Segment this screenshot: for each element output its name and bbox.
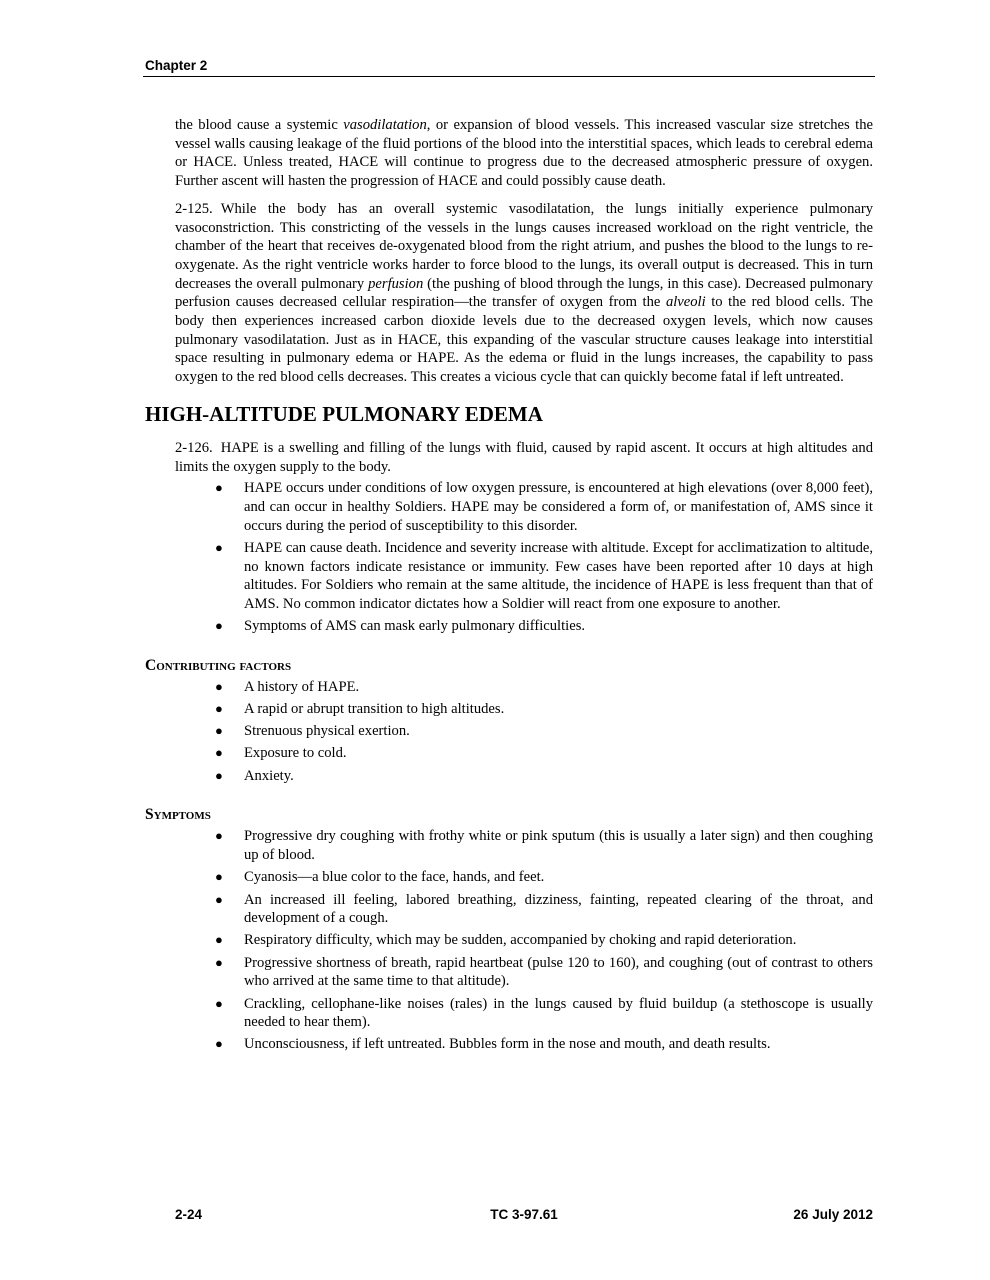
list-item-text: A history of HAPE.	[244, 678, 360, 695]
bullet-icon: ●	[215, 995, 223, 1011]
list-item	[175, 744, 873, 763]
list-item	[175, 868, 873, 887]
paragraph-2-125	[175, 200, 873, 387]
bullet-icon: ●	[215, 891, 223, 907]
list-item	[175, 617, 873, 636]
chapter-header: Chapter 2	[145, 58, 208, 73]
bullet-icon: ●	[215, 954, 223, 970]
paragraph-text: While the body has an overall systemic vasodilatation, the lungs initially experience pulmonary vasoconstriction. This constricting of the vessels in the lungs causes increased workload on the right ventricle, the chamber of the heart that receives de-oxygenated blood from the right atrium, and pushes the blood to the lungs to re-oxygenate. As the right ventricle works harder to force blood to the lungs, its overall output is decreased. This in turn decreases the overall pulmonary	[175, 200, 873, 292]
list-item-text: HAPE occurs under conditions of low oxygen pressure, is encountered at high elevations (over 8,000 feet), and can occur in healthy Soldiers. HAPE may be considered a form of, or manifestation of, AMS since it occurs during the period of susceptibility to this disorder.	[244, 480, 873, 534]
list-item	[175, 954, 873, 991]
hape-bullet-list	[175, 479, 873, 636]
bullet-icon: ●	[215, 767, 223, 783]
page-body	[145, 116, 873, 1058]
bullet-icon: ●	[215, 539, 223, 555]
list-item	[175, 678, 873, 697]
list-item	[175, 722, 873, 741]
bullet-icon: ●	[215, 828, 223, 844]
list-item-text: Symptoms of AMS can mask early pulmonary difficulties.	[244, 618, 586, 635]
list-item	[175, 479, 873, 535]
bullet-icon: ●	[215, 745, 223, 761]
list-item-text: Progressive dry coughing with frothy white or pink sputum (this is usually a later sign) and then coughing up of blood.	[244, 828, 873, 864]
bullet-icon: ●	[215, 701, 223, 717]
symptoms-heading: Symptoms	[145, 806, 211, 824]
term-vasodilatation: vasodilatation	[343, 117, 427, 133]
list-item-text: Progressive shortness of breath, rapid heartbeat (pulse 120 to 160), and coughing (out of contrast to others who arrived at the same time to that altitude).	[244, 954, 873, 990]
bullet-icon: ●	[215, 1036, 223, 1052]
list-item	[175, 700, 873, 719]
paragraph-text: , or expansion of blood vessels. This increased vascular size stretches the vessel walls causing leakage of the fluid portions of the blood into the interstitial spaces, which leads to cerebral edema or HACE. Unless treated, HACE will continue to progress due to the decreased atmospheric pressure of oxygen. Further ascent will hasten the progression of HACE and could possibly cause death.	[175, 117, 873, 190]
list-item	[175, 1035, 873, 1054]
list-item-text: Crackling, cellophane-like noises (rales) in the lungs caused by fluid buildup (a stethoscope is usually needed to hear them).	[244, 995, 873, 1031]
list-item-text: Cyanosis—a blue color to the face, hands, and feet.	[244, 869, 545, 886]
list-item-text: Respiratory difficulty, which may be sudden, accompanied by choking and rapid deterioration.	[244, 932, 797, 949]
symptoms-list	[175, 827, 873, 1054]
list-item	[175, 539, 873, 614]
bullet-icon: ●	[215, 480, 223, 496]
bullet-icon: ●	[215, 932, 223, 948]
footer-document-id: TC 3-97.61	[490, 1207, 558, 1222]
bullet-icon: ●	[215, 618, 223, 634]
footer-date: 26 July 2012	[793, 1207, 873, 1222]
bullet-icon: ●	[215, 678, 223, 694]
list-item-text: An increased ill feeling, labored breathing, dizziness, fainting, repeated clearing of the throat, and development of a cough.	[244, 891, 873, 927]
bullet-icon: ●	[215, 723, 223, 739]
list-item-text: Exposure to cold.	[244, 745, 347, 762]
paragraph-text: the blood cause a systemic	[175, 117, 344, 133]
list-item	[175, 767, 873, 786]
list-item-text: Strenuous physical exertion.	[244, 723, 410, 740]
list-item	[175, 995, 873, 1032]
list-item	[175, 891, 873, 928]
paragraph-number: 2-125.	[175, 200, 213, 217]
list-item-text: HAPE can cause death. Incidence and severity increase with altitude. Except for acclimatization to altitude, no known factors indicate resistance or immunity. Few cases have been reported after 10 days at high altitudes. For Soldiers who remain at the same altitude, the incidence of HAPE is less frequent than that of AMS. No common indicator dictates how a Soldier will react from one exposure to another.	[244, 539, 873, 612]
list-item-text: A rapid or abrupt transition to high altitudes.	[244, 701, 505, 718]
contributing-factors-heading: Contributing factors	[145, 656, 292, 674]
term-perfusion: perfusion	[368, 275, 424, 292]
paragraph-number: 2-126.	[175, 439, 213, 456]
list-item-text: Anxiety.	[244, 767, 294, 784]
paragraph-text: (the pushing of blood through the lungs, in this case). Decreased pulmonary perfusion causes decreased cellular respiration—the transfer of oxygen from the	[175, 275, 873, 311]
list-item	[175, 931, 873, 950]
section-title: HIGH-ALTITUDE PULMONARY EDEMA	[145, 401, 543, 426]
term-alveoli: alveoli	[665, 294, 706, 311]
paragraph-text: HAPE is a swelling and filling of the lungs with fluid, caused by rapid ascent. It occurs at high altitudes and limits the oxygen supply to the body.	[175, 439, 873, 475]
footer-page-number: 2-24	[175, 1207, 203, 1222]
list-item-text: Unconsciousness, if left untreated. Bubbles form in the nose and mouth, and death results.	[244, 1036, 771, 1053]
paragraph-2-126	[175, 439, 873, 476]
header-rule	[143, 76, 875, 77]
paragraph-text: to the red blood cells. The body then experiences increased carbon dioxide levels due to the decreased oxygen levels, which now causes pulmonary vasodilatation. Just as in HACE, this expanding of the vascular structure causes leakage into interstitial space resulting in pulmonary edema or HAPE. As the edema or fluid in the lungs increases, the capability to pass oxygen to the red blood cells decreases. This creates a vicious cycle that can quickly become fatal if left untreated.	[175, 294, 873, 386]
paragraph-continued	[175, 116, 873, 191]
contributing-factors-list	[175, 678, 873, 786]
bullet-icon: ●	[215, 869, 223, 885]
list-item	[175, 827, 873, 864]
